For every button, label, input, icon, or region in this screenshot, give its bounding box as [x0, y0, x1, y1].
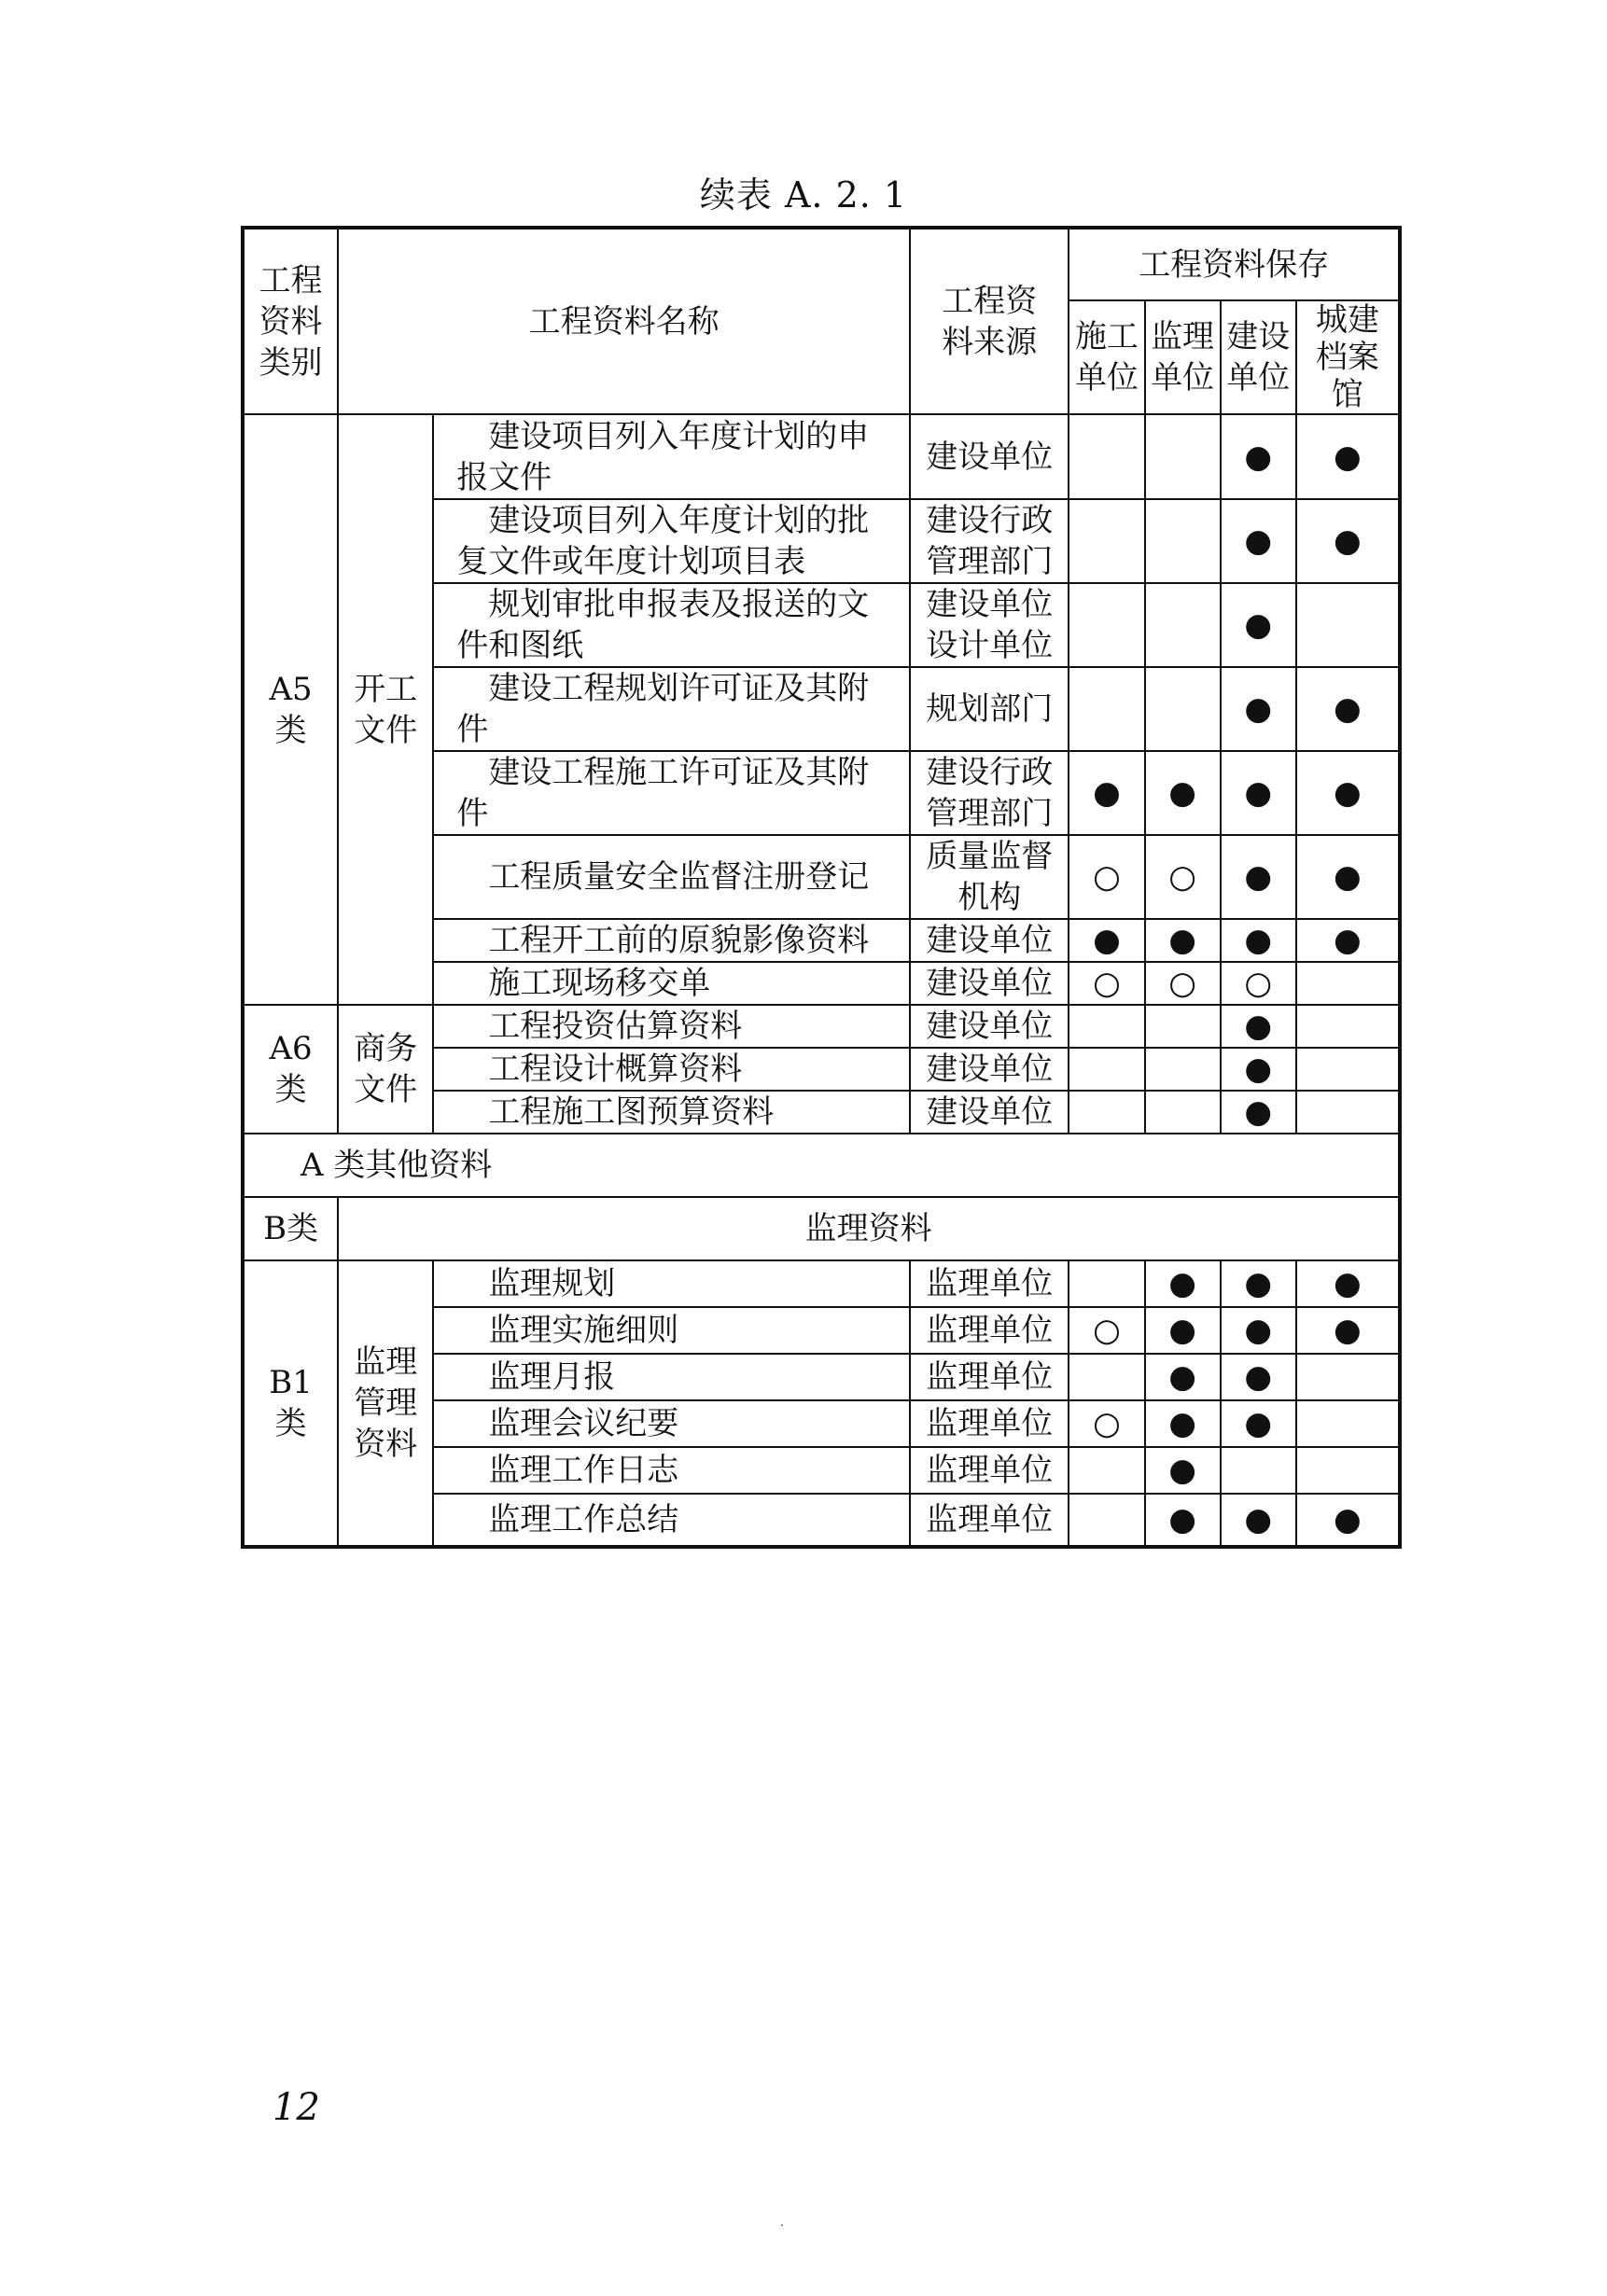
document-source: 监理单位: [910, 1354, 1069, 1400]
filled-mark: ●: [1221, 1400, 1296, 1447]
filled-mark: ●: [1221, 583, 1296, 667]
b1-subcategory: 监理管理资料: [338, 1260, 433, 1547]
group-subcategory: 商务文件: [338, 1005, 433, 1134]
empty-mark-cell: [1145, 1091, 1221, 1134]
empty-mark-cell: [1145, 1048, 1221, 1091]
filled-mark: ●: [1221, 751, 1296, 835]
filled-mark: ●: [1221, 919, 1296, 962]
filled-mark: ●: [1221, 499, 1296, 583]
document-name: 规划审批申报表及报送的文件和图纸: [433, 583, 910, 667]
table-caption: 续表 A. 2. 1: [699, 174, 908, 216]
filled-mark: ●: [1145, 1354, 1221, 1400]
document-name: 施工现场移交单: [433, 962, 910, 1005]
document-source: 建设单位: [910, 1091, 1069, 1134]
empty-mark-cell: [1069, 1494, 1144, 1547]
document-source: 建设单位: [910, 962, 1069, 1005]
archive-table: [241, 226, 1402, 1549]
group-category: A6类: [243, 1005, 338, 1134]
filled-mark: ●: [1296, 1307, 1400, 1354]
document-name: 监理会议纪要: [433, 1400, 910, 1447]
filled-mark: ●: [1221, 1494, 1296, 1547]
document-name: 工程施工图预算资料: [433, 1091, 910, 1134]
header-name: 工程资料名称: [338, 228, 910, 414]
header-storage: 工程资料保存: [1069, 228, 1400, 300]
document-source: 建设单位: [910, 1005, 1069, 1048]
document-name: 监理规划: [433, 1260, 910, 1307]
document-source: 建设单位: [910, 414, 1069, 499]
header-holder-owner: 建设单位: [1221, 300, 1296, 414]
empty-mark-cell: [1069, 1048, 1144, 1091]
empty-mark-cell: [1069, 667, 1144, 751]
hollow-mark: ○: [1069, 962, 1144, 1005]
empty-mark-cell: [1145, 1005, 1221, 1048]
filled-mark: ●: [1221, 1354, 1296, 1400]
filled-mark: ●: [1221, 414, 1296, 499]
hollow-mark: ○: [1221, 962, 1296, 1005]
filled-mark: ●: [1069, 751, 1144, 835]
filled-mark: ●: [1221, 1260, 1296, 1307]
document-source: 建设单位设计单位: [910, 583, 1069, 667]
filled-mark: ●: [1221, 1091, 1296, 1134]
filled-mark: ●: [1221, 1048, 1296, 1091]
filled-mark: ●: [1145, 1494, 1221, 1547]
document-source: 建设行政管理部门: [910, 751, 1069, 835]
empty-mark-cell: [1145, 499, 1221, 583]
hollow-mark: ○: [1069, 835, 1144, 919]
filled-mark: ●: [1145, 919, 1221, 962]
filled-mark: ●: [1145, 1260, 1221, 1307]
filled-mark: ●: [1145, 1400, 1221, 1447]
filled-mark: ●: [1296, 499, 1400, 583]
empty-mark-cell: [1069, 499, 1144, 583]
document-name: 监理实施细则: [433, 1307, 910, 1354]
document-source: 监理单位: [910, 1494, 1069, 1547]
document-source: 建设行政管理部门: [910, 499, 1069, 583]
b1-category: B1类: [243, 1260, 338, 1547]
header-holder-construction: 施工单位: [1069, 300, 1144, 414]
header-category: 工程资料类别: [243, 228, 338, 414]
document-source: 建设单位: [910, 1048, 1069, 1091]
filled-mark: ●: [1145, 751, 1221, 835]
empty-mark-cell: [1145, 667, 1221, 751]
filled-mark: ●: [1221, 835, 1296, 919]
empty-mark-cell: [1069, 1447, 1144, 1494]
document-name: 监理工作总结: [433, 1494, 910, 1547]
document-source: 监理单位: [910, 1400, 1069, 1447]
document-name: 建设工程规划许可证及其附件: [433, 667, 910, 751]
filled-mark: ●: [1296, 414, 1400, 499]
document-name: 监理月报: [433, 1354, 910, 1400]
group-subcategory: 开工文件: [338, 414, 433, 1005]
a-other-row: A 类其他资料: [243, 1134, 1400, 1197]
empty-mark-cell: [1296, 1400, 1400, 1447]
empty-mark-cell: [1069, 583, 1144, 667]
filled-mark: ●: [1296, 751, 1400, 835]
filled-mark: ●: [1296, 1494, 1400, 1547]
empty-mark-cell: [1069, 414, 1144, 499]
filled-mark: ●: [1296, 919, 1400, 962]
group-category: A5类: [243, 414, 338, 1005]
document-name: 工程设计概算资料: [433, 1048, 910, 1091]
empty-mark-cell: [1296, 1048, 1400, 1091]
empty-mark-cell: [1296, 1447, 1400, 1494]
empty-mark-cell: [1296, 583, 1400, 667]
filled-mark: ●: [1296, 667, 1400, 751]
empty-mark-cell: [1296, 1091, 1400, 1134]
hollow-mark: ○: [1145, 835, 1221, 919]
header-source: 工程资料来源: [910, 228, 1069, 414]
document-name: 工程质量安全监督注册登记: [433, 835, 910, 919]
header-holder-archive: 城建档案馆: [1296, 300, 1400, 414]
page-number: 12: [272, 2086, 320, 2129]
filled-mark: ●: [1145, 1307, 1221, 1354]
document-name: 建设工程施工许可证及其附件: [433, 751, 910, 835]
filled-mark: ●: [1296, 1260, 1400, 1307]
header-holder-supervision: 监理单位: [1145, 300, 1221, 414]
footer-dot: .: [780, 2216, 784, 2229]
b-title: 监理资料: [338, 1197, 1400, 1260]
filled-mark: ●: [1221, 1307, 1296, 1354]
document-name: 监理工作日志: [433, 1447, 910, 1494]
document-source: 监理单位: [910, 1447, 1069, 1494]
document-source: 监理单位: [910, 1307, 1069, 1354]
empty-mark-cell: [1145, 583, 1221, 667]
filled-mark: ●: [1221, 667, 1296, 751]
hollow-mark: ○: [1069, 1400, 1144, 1447]
empty-mark-cell: [1145, 414, 1221, 499]
empty-mark-cell: [1069, 1091, 1144, 1134]
empty-mark-cell: [1069, 1260, 1144, 1307]
hollow-mark: ○: [1145, 962, 1221, 1005]
document-source: 监理单位: [910, 1260, 1069, 1307]
document-name: 建设项目列入年度计划的批复文件或年度计划项目表: [433, 499, 910, 583]
filled-mark: ●: [1069, 919, 1144, 962]
document-source: 质量监督机构: [910, 835, 1069, 919]
filled-mark: ●: [1221, 1005, 1296, 1048]
b-category: B类: [243, 1197, 338, 1260]
document-name: 建设项目列入年度计划的申报文件: [433, 414, 910, 499]
empty-mark-cell: [1221, 1447, 1296, 1494]
document-name: 工程投资估算资料: [433, 1005, 910, 1048]
empty-mark-cell: [1069, 1005, 1144, 1048]
filled-mark: ●: [1145, 1447, 1221, 1494]
document-source: 建设单位: [910, 919, 1069, 962]
empty-mark-cell: [1069, 1354, 1144, 1400]
hollow-mark: ○: [1069, 1307, 1144, 1354]
empty-mark-cell: [1296, 962, 1400, 1005]
filled-mark: ●: [1296, 835, 1400, 919]
empty-mark-cell: [1296, 1354, 1400, 1400]
document-name: 工程开工前的原貌影像资料: [433, 919, 910, 962]
empty-mark-cell: [1296, 1005, 1400, 1048]
document-source: 规划部门: [910, 667, 1069, 751]
